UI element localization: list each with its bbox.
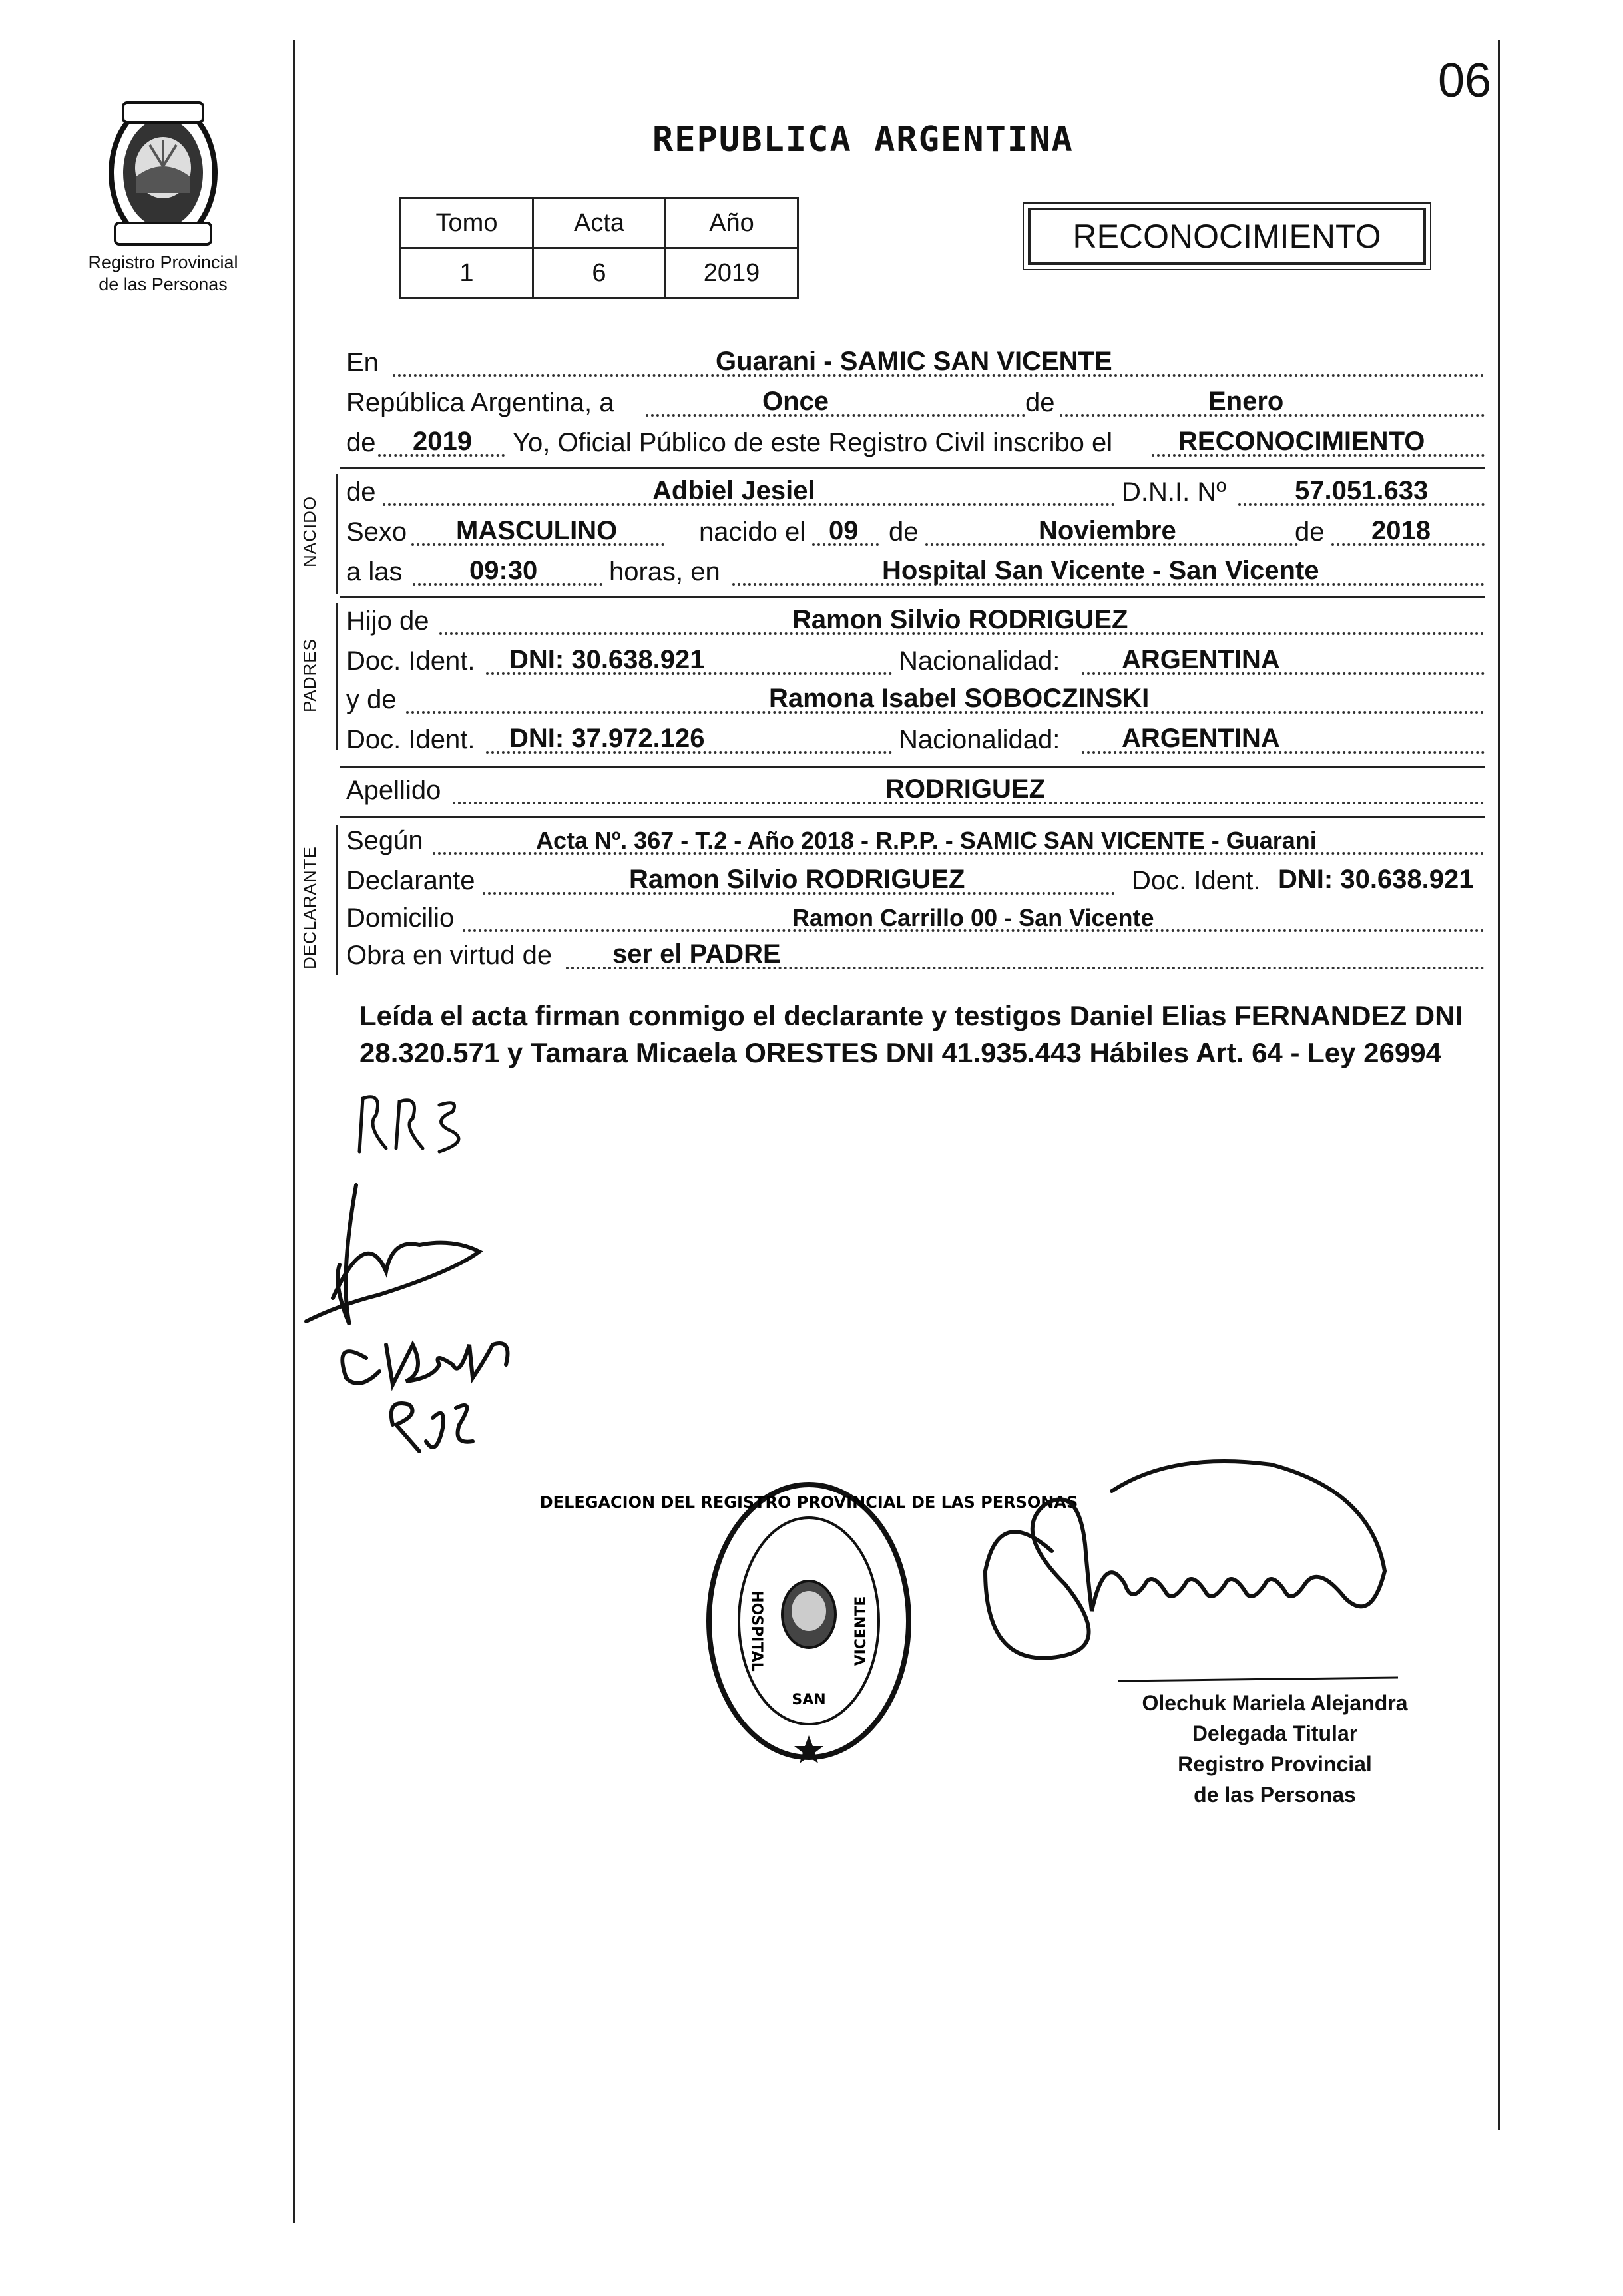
mother-name: Ramona Isabel SOBOCZINSKI — [769, 684, 1150, 713]
separator-2 — [340, 596, 1485, 598]
header-acta: Acta — [533, 198, 666, 248]
nacido-de-label-2: de — [889, 517, 919, 547]
birth-place: Hospital San Vicente - San Vicente — [882, 556, 1319, 585]
nacido-de-label: de — [346, 477, 376, 507]
row-republica — [346, 385, 1485, 425]
en-label: En — [346, 348, 379, 377]
header-tomo: Tomo — [401, 198, 533, 248]
republica-label: República Argentina, a — [346, 388, 614, 417]
row-mother-doc — [346, 722, 1485, 762]
child-dni: 57.051.633 — [1295, 476, 1429, 505]
segun-label: Según — [346, 826, 423, 855]
apellido-value: RODRIGUEZ — [885, 774, 1045, 804]
row-en — [346, 345, 1485, 385]
value-acta: 6 — [533, 248, 666, 298]
row-nacido-name — [346, 474, 1485, 514]
sexo-value: MASCULINO — [456, 516, 618, 545]
stamp-inner-left: HOSPITAL — [748, 1590, 765, 1672]
de-label: de — [1025, 388, 1055, 417]
official-org-2: de las Personas — [1194, 1783, 1356, 1807]
padres-section-label: PADRES — [300, 638, 320, 712]
page-number: 06 — [1438, 54, 1492, 107]
closing-text: Leída el acta firman conmigo el declarante y testigos Daniel Elias FERNANDEZ DNI 28.320.571 y Tamara Micaela ORESTES DNI 41.935.443 Hábiles Art. 64 - Ley 26994 — [359, 1000, 1463, 1068]
act-value: RECONOCIMIENTO — [1178, 427, 1425, 456]
declarante-section-label: DECLARANTE — [300, 846, 320, 969]
right-margin-line — [1498, 40, 1500, 2130]
segun-value: Acta Nº. 367 - T.2 - Año 2018 - R.P.P. - SAMIC SAN VICENTE - Guarani — [536, 827, 1317, 854]
document-type-box: RECONOCIMIENTO — [1028, 208, 1426, 265]
declarante-label: Declarante — [346, 866, 475, 895]
official-stamp — [539, 1475, 1078, 1767]
row-obra — [346, 937, 1485, 977]
row-nacido-time — [346, 554, 1485, 594]
row-year — [346, 425, 1485, 465]
declarante-bracket — [336, 825, 338, 975]
row-domicilio — [346, 900, 1485, 940]
official-org-1: Registro Provincial — [1178, 1752, 1372, 1776]
row-father — [346, 603, 1485, 643]
en-value: Guarani - SAMIC SAN VICENTE — [716, 347, 1112, 376]
row-declarante — [346, 863, 1485, 903]
delegate-signature — [972, 1451, 1411, 1684]
day-value: Once — [762, 387, 829, 416]
official-title: Delegada Titular — [1192, 1722, 1358, 1745]
official-name: Olechuk Mariela Alejandra — [1142, 1691, 1408, 1715]
separator-4 — [340, 816, 1485, 818]
country-title: REPUBLICA ARGENTINA — [652, 120, 1074, 160]
record-table — [399, 197, 799, 299]
nacido-de-label-3: de — [1295, 517, 1325, 547]
declarante-name: Ramon Silvio RODRIGUEZ — [629, 865, 965, 894]
year-value: 2019 — [413, 427, 472, 456]
domicilio-value: Ramon Carrillo 00 - San Vicente — [792, 904, 1154, 931]
witness-signatures — [293, 1178, 559, 1498]
de2-label: de — [346, 428, 376, 457]
row-nacido-sexo — [346, 514, 1485, 554]
value-ano: 2019 — [666, 248, 798, 298]
birth-year: 2018 — [1371, 516, 1431, 545]
province-seal-icon — [97, 93, 230, 253]
header-ano: Año — [666, 198, 798, 248]
official-block — [1108, 1688, 1441, 1810]
nacido-bracket — [336, 474, 338, 594]
hijo-label: Hijo de — [346, 606, 429, 636]
alas-label: a las — [346, 557, 403, 586]
nacido-label: nacido el — [699, 517, 806, 547]
birth-day: 09 — [829, 516, 859, 545]
father-name: Ramon Silvio RODRIGUEZ — [792, 605, 1128, 634]
stamp-inner-bottom: SAN — [792, 1692, 826, 1708]
horas-label: horas, en — [609, 557, 720, 586]
row-segun — [346, 823, 1485, 863]
mother-doc: DNI: 37.972.126 — [509, 724, 705, 753]
obra-label: Obra en virtud de — [346, 941, 553, 970]
nacido-section-label: NACIDO — [300, 495, 320, 567]
mother-nat-label: Nacionalidad: — [899, 725, 1060, 754]
row-mother — [346, 682, 1485, 722]
yo-text: Yo, Oficial Público de este Registro Civil inscribo el — [513, 428, 1113, 457]
child-name: Adbiel Jesiel — [652, 476, 815, 505]
stamp-outer-text: DELEGACION DEL REGISTRO PROVINCIAL DE LAS PERSONAS — [539, 1493, 1078, 1512]
row-apellido — [346, 772, 1485, 812]
value-tomo: 1 — [401, 248, 533, 298]
stamp-inner-right: VICENTE — [853, 1596, 869, 1666]
sexo-label: Sexo — [346, 517, 407, 547]
obra-value: ser el PADRE — [612, 939, 781, 969]
father-nat-label: Nacionalidad: — [899, 646, 1060, 676]
mother-doc-label: Doc. Ident. — [346, 725, 475, 754]
row-father-doc — [346, 643, 1485, 683]
padres-bracket — [336, 603, 338, 750]
mother-nationality: ARGENTINA — [1122, 724, 1280, 753]
declarante-doc: DNI: 30.638.921 — [1278, 865, 1474, 894]
separator-3 — [340, 766, 1485, 768]
declarante-doc-label: Doc. Ident. — [1132, 866, 1261, 895]
father-doc: DNI: 30.638.921 — [509, 645, 705, 674]
dni-label: D.N.I. Nº — [1122, 477, 1226, 507]
birth-month: Noviembre — [1039, 516, 1176, 545]
separator-1 — [340, 467, 1485, 469]
domicilio-label: Domicilio — [346, 903, 455, 933]
registry-line-2: de las Personas — [99, 274, 228, 294]
registry-line-1: Registro Provincial — [88, 252, 238, 272]
father-doc-label: Doc. Ident. — [346, 646, 475, 676]
birth-time: 09:30 — [469, 556, 538, 585]
initials-signature-1 — [346, 1085, 479, 1165]
month-value: Enero — [1208, 387, 1284, 416]
registry-name — [73, 252, 253, 296]
father-nationality: ARGENTINA — [1122, 645, 1280, 674]
apellido-label: Apellido — [346, 776, 441, 805]
yde-label: y de — [346, 685, 397, 714]
left-margin-line — [293, 40, 295, 2223]
